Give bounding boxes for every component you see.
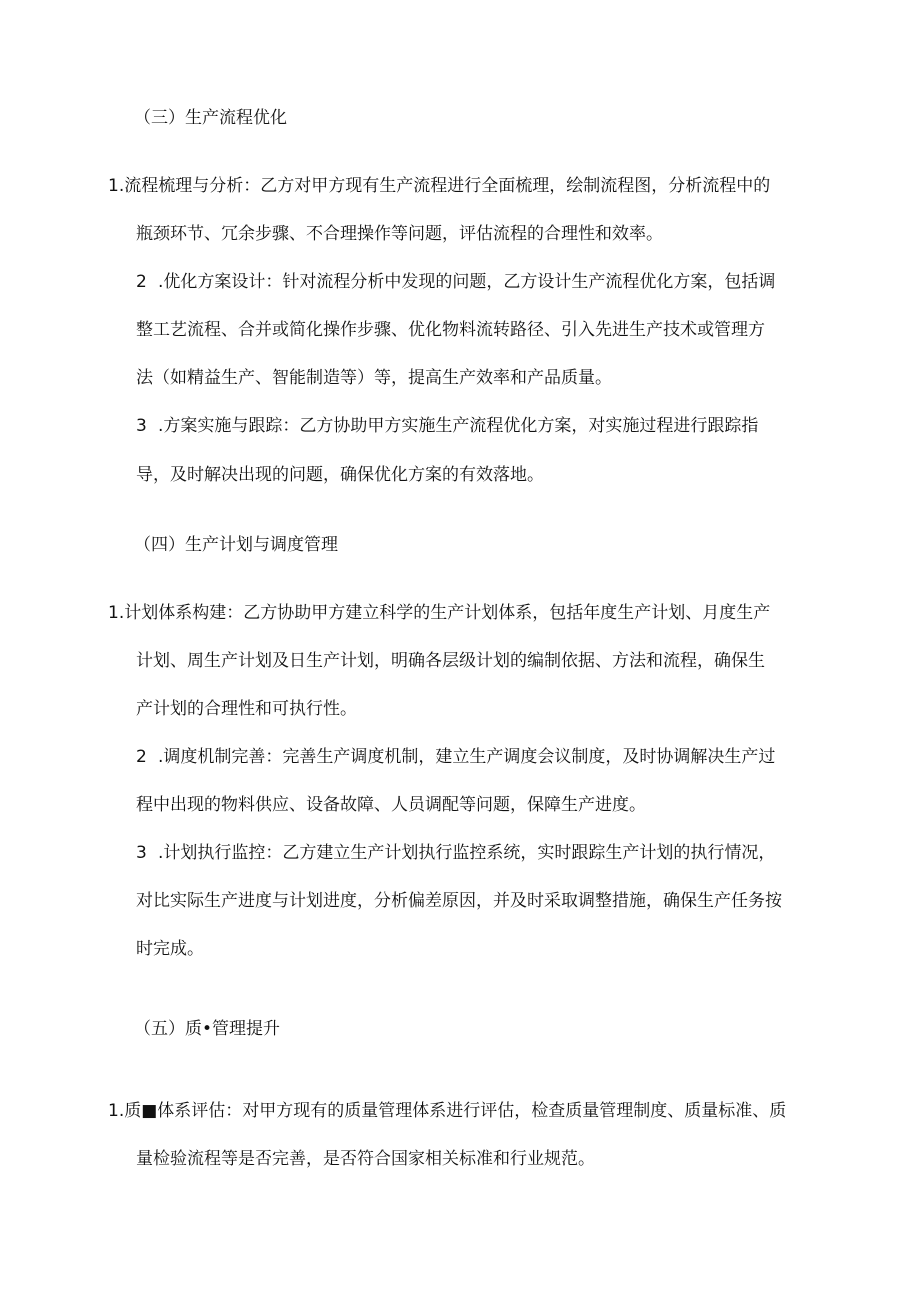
item-number: 2 (136, 272, 147, 292)
paragraph-line: 法（如精益生产、智能制造等）等，提高生产效率和产品质量。 (136, 368, 612, 388)
item-number: 3 (136, 843, 147, 863)
item-text: .计划执行监控：乙方建立生产计划执行监控系统，实时跟踪生产计划的执行情况， (158, 843, 776, 863)
paragraph-line: 整工艺流程、合并或简化操作步骤、优化物料流转路径、引入先进生产技术或管理方 (136, 320, 765, 340)
item-text: .优化方案设计：针对流程分析中发现的问题，乙方设计生产流程优化方案，包括调 (158, 272, 776, 292)
paragraph-line: 1.计划体系构建：乙方协助甲方建立科学的生产计划体系，包括年度生产计划、月度生产 (108, 603, 771, 623)
section-heading: （五）质•管理提升 (134, 1019, 281, 1039)
paragraph-line: 程中出现的物料供应、设备故障、人员调配等问题，保障生产进度。 (136, 795, 646, 815)
paragraph-line: 产计划的合理性和可执行性。 (136, 699, 357, 719)
paragraph-line (136, 841, 775, 865)
item-text: .调度机制完善：完善生产调度机制，建立生产调度会议制度，及时协调解决生产过 (158, 747, 776, 767)
item-number: 3 (136, 416, 147, 436)
paragraph-line: 计划、周生产计划及日生产计划，明确各层级计划的编制依据、方法和流程，确保生 (136, 651, 765, 671)
paragraph-line (136, 414, 758, 438)
paragraph-line: 瓶颈环节、冗余步骤、不合理操作等问题，评估流程的合理性和效率。 (136, 224, 663, 244)
section-heading: （四）生产计划与调度管理 (134, 535, 338, 555)
item-text: .方案实施与跟踪：乙方协助甲方实施生产流程优化方案，对实施过程进行跟踪指 (158, 416, 759, 436)
paragraph-line: 导，及时解决出现的问题，确保优化方案的有效落地。 (136, 465, 544, 485)
paragraph-line: 时完成。 (136, 939, 204, 959)
section-heading: （三）生产流程优化 (134, 108, 287, 128)
item-number: 2 (136, 747, 147, 767)
paragraph-line: 1.质■体系评估：对甲方现有的质量管理体系进行评估，检查质量管理制度、质量标准、质 (108, 1101, 787, 1121)
paragraph-line: 对比实际生产进度与计划进度，分析偏差原因，并及时采取调整措施，确保生产任务按 (136, 891, 782, 911)
paragraph-line: 量检验流程等是否完善，是否符合国家相关标准和行业规范。 (136, 1149, 595, 1169)
paragraph-line: 1.流程梳理与分析：乙方对甲方现有生产流程进行全面梳理，绘制流程图，分析流程中的 (108, 176, 771, 196)
paragraph-line (136, 270, 775, 294)
paragraph-line (136, 745, 775, 769)
